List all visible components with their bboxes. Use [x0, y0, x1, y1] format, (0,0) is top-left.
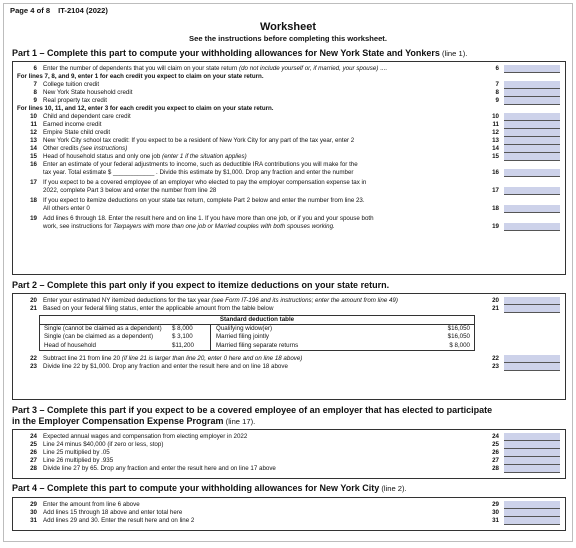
- line-text: Subtract line 21 from line 20 (if line 21 is larger than line 20, enter 0 here and on line 18 above): [43, 355, 303, 362]
- line-7-input[interactable]: [504, 81, 560, 89]
- line-22-input[interactable]: [504, 355, 560, 363]
- line-text: Enter your estimated NY itemized deductions for the tax year (see Form IT-196 and its instructions; enter the amount from line 49): [43, 297, 398, 304]
- line-reference: 21: [492, 305, 499, 312]
- line-text: Child and dependent care credit: [43, 113, 131, 120]
- line-reference: 31: [492, 517, 499, 524]
- line-number: 30: [30, 509, 37, 516]
- table-row: [40, 342, 474, 350]
- line-text: Line 25 multiplied by .05: [43, 449, 110, 456]
- line-number: 10: [30, 113, 37, 120]
- line-number: 26: [30, 449, 37, 456]
- line-reference: 17: [492, 187, 499, 194]
- line-reference: 19: [492, 223, 499, 230]
- line-18-input[interactable]: [504, 205, 560, 213]
- line-reference: 23: [492, 363, 499, 370]
- line-text: Real property tax credit: [43, 97, 107, 104]
- part1-instruction-7-9: For lines 7, 8, and 9, enter 1 for each credit you expect to claim on your state return.: [17, 73, 264, 80]
- line-31-input[interactable]: [504, 517, 560, 525]
- line-number: 20: [30, 297, 37, 304]
- table-row: [40, 325, 474, 333]
- line-30-input[interactable]: [504, 509, 560, 517]
- line-text: Based on your federal filing status, enter the applicable amount from the table below: [43, 305, 274, 312]
- line-reference: 24: [492, 433, 499, 440]
- line-reference: 13: [492, 137, 499, 144]
- line-6-input[interactable]: [504, 65, 560, 73]
- part1-title: Part 1 – Complete this part to compute your withholding allowances for New York State and Yonkers (line 1).: [12, 48, 468, 58]
- line-text: Add lines 6 through 18. Enter the result here and on line 1. If you have more than one job, or if you and your spouse both: [43, 215, 374, 222]
- line-text: Add lines 15 through 18 above and enter total here: [43, 509, 183, 516]
- line-15-input[interactable]: [504, 153, 560, 161]
- line-8-input[interactable]: [504, 89, 560, 97]
- line-text: Enter the number of dependents that you will claim on your state return (do not include yourself or, if married, your spouse) ....: [43, 65, 387, 72]
- line-reference: 9: [495, 97, 499, 104]
- line-text: Qualifying widow(er): [216, 325, 273, 332]
- line-text: If you expect to itemize deductions on your state tax return, complete Part 2 below and enter the number from line 23.: [43, 197, 365, 204]
- line-29-input[interactable]: [504, 501, 560, 509]
- line-text: Enter an estimate of your federal adjustments to income, such as deductible IRA contributions you will make for the: [43, 161, 358, 168]
- line-text: Single (cannot be claimed as a dependent): [44, 325, 162, 332]
- line-reference: 30: [492, 509, 499, 516]
- line-text: Married filing jointly: [216, 333, 269, 341]
- line-reference: 20: [492, 297, 499, 304]
- line-26-input[interactable]: [504, 449, 560, 457]
- line-number: 17: [30, 179, 37, 186]
- line-23-input[interactable]: [504, 363, 560, 371]
- line-number: 18: [30, 197, 37, 204]
- line-text: Divide line 22 by $1,000. Drop any fraction and enter the result here and on line 18 above: [43, 363, 288, 370]
- line-number: 22: [30, 355, 37, 362]
- line-number: 28: [30, 465, 37, 472]
- line-text: $ 8,000: [449, 341, 470, 349]
- line-reference: 26: [492, 449, 499, 456]
- line-17-input[interactable]: [504, 187, 560, 195]
- part3-title: Part 3 – Complete this part if you expect to be a covered employee of an employer that has elected to participate in the Employer Compensation Expense Program (line 17).: [12, 405, 493, 426]
- line-text: work, see instructions for Taxpayers with more than one job or Married couples with both spouses working.: [43, 223, 335, 230]
- line-reference: 6: [495, 65, 499, 72]
- line-number: 29: [30, 501, 37, 508]
- part2-title: Part 2 – Complete this part only if you expect to itemize deductions on your state return.: [12, 280, 390, 290]
- line-28-input[interactable]: [504, 465, 560, 473]
- standard-deduction-table: [39, 315, 475, 351]
- line-number: 25: [30, 441, 37, 448]
- line-reference: 25: [492, 441, 499, 448]
- line-text: $11,200: [172, 341, 194, 349]
- table-row: [40, 333, 474, 341]
- line-25-input[interactable]: [504, 441, 560, 449]
- part4-title: Part 4 – Complete this part to compute your withholding allowances for New York City (line 2).: [12, 483, 407, 493]
- line-27-input[interactable]: [504, 457, 560, 465]
- line-reference: 29: [492, 501, 499, 508]
- line-text: Head of household status and only one job (enter 1 if the situation applies): [43, 153, 247, 160]
- line-text: $ 3,100: [172, 333, 193, 341]
- line-17-row: [17, 179, 561, 195]
- line-text: tax year. Total estimate $ ____________ . Divide this estimate by $1,000. Drop any fraction and enter the number: [43, 169, 354, 176]
- line-18-row: [17, 197, 561, 213]
- line-text: Expected annual wages and compensation from electing employer in 2022: [43, 433, 248, 440]
- line-number: 19: [30, 215, 37, 222]
- line-13-input[interactable]: [504, 137, 560, 145]
- line-19-row: [17, 215, 561, 231]
- line-11-input[interactable]: [504, 121, 560, 129]
- line-text: Married filing separate returns: [216, 341, 299, 349]
- line-reference: 27: [492, 457, 499, 464]
- form-id: IT-2104 (2022): [58, 6, 108, 15]
- line-number: 24: [30, 433, 37, 440]
- page-number: Page 4 of 8: [10, 6, 51, 15]
- line-text: New York City school tax credit: If you expect to be a resident of New York City for any part of the tax year, enter 2: [43, 137, 355, 144]
- worksheet-page: [3, 3, 573, 542]
- line-number: 11: [30, 121, 37, 128]
- line-14-input[interactable]: [504, 145, 560, 153]
- page-subtitle: See the instructions before completing this worksheet.: [189, 34, 387, 43]
- line-reference: 15: [492, 153, 499, 160]
- line-reference: 11: [492, 121, 499, 128]
- line-number: 16: [30, 161, 37, 168]
- line-10-input[interactable]: [504, 113, 560, 121]
- line-text: Single (can be claimed as a dependent): [44, 333, 154, 341]
- line-reference: 12: [492, 129, 499, 136]
- table-title: Standard deduction table: [40, 316, 474, 325]
- line-number: 21: [30, 305, 37, 312]
- line-reference: 7: [495, 81, 499, 88]
- line-text: New York State household credit: [43, 89, 133, 96]
- line-reference: 22: [492, 355, 499, 362]
- line-text: $16,050: [447, 333, 470, 341]
- line-number: 15: [30, 153, 37, 160]
- line-number: 14: [30, 145, 37, 152]
- line-number: 23: [30, 363, 37, 370]
- line-text: Empire State child credit: [43, 129, 111, 136]
- line-number: 9: [33, 97, 37, 104]
- line-reference: 8: [495, 89, 499, 96]
- line-9-input[interactable]: [504, 97, 560, 105]
- part2-box: [12, 293, 566, 400]
- line-text: All others enter 0: [43, 205, 90, 212]
- line-20-input[interactable]: [504, 297, 560, 305]
- page-header: [10, 6, 108, 15]
- line-text: Earned income credit: [43, 121, 102, 128]
- line-number: 12: [30, 129, 37, 136]
- line-text: Enter the amount from line 6 above: [43, 501, 140, 508]
- line-number: 31: [30, 517, 37, 524]
- line-16-row: [17, 161, 561, 177]
- part1-box: [12, 61, 566, 275]
- line-reference: 28: [492, 465, 499, 472]
- line-12-input[interactable]: [504, 129, 560, 137]
- line-text: Divide line 27 by 65. Drop any fraction and enter the result here and on line 17 above: [43, 465, 276, 472]
- line-number: 27: [30, 457, 37, 464]
- part3-box: [12, 429, 566, 479]
- line-text: Head of household: [44, 341, 96, 349]
- line-text: If you expect to be a covered employee of an employer who elected to pay the employer compensation expense tax in: [43, 179, 367, 186]
- page-title: Worksheet: [259, 21, 317, 33]
- line-reference: 16: [492, 169, 499, 176]
- line-reference: 10: [492, 113, 499, 120]
- line-reference: 14: [492, 145, 499, 152]
- part4-box: [12, 497, 566, 531]
- line-text: $16,050: [447, 325, 470, 332]
- line-text: Line 26 multiplied by .935: [43, 457, 114, 464]
- line-reference: 18: [492, 205, 499, 212]
- line-text: 2022, complete Part 3 below and enter the number from line 28: [43, 187, 217, 194]
- line-16-input[interactable]: [504, 169, 560, 177]
- line-text: College tuition credit: [43, 81, 100, 88]
- line-number: 7: [33, 81, 37, 88]
- line-number: 8: [33, 89, 37, 96]
- line-text: Add lines 29 and 30. Enter the result here and on line 2: [43, 517, 195, 524]
- line-text: $ 8,000: [172, 325, 193, 332]
- line-24-input[interactable]: [504, 433, 560, 441]
- line-number: 6: [33, 65, 37, 72]
- line-number: 13: [30, 137, 37, 144]
- line-text: Line 24 minus $40,000 (if zero or less, stop): [43, 441, 164, 448]
- line-text: Other credits (see instructions): [43, 145, 128, 152]
- part1-instruction-10-12: For lines 10, 11, and 12, enter 3 for each credit you expect to claim on your state return.: [17, 105, 274, 112]
- line-19-input[interactable]: [504, 223, 560, 231]
- line-21-input[interactable]: [504, 305, 560, 313]
